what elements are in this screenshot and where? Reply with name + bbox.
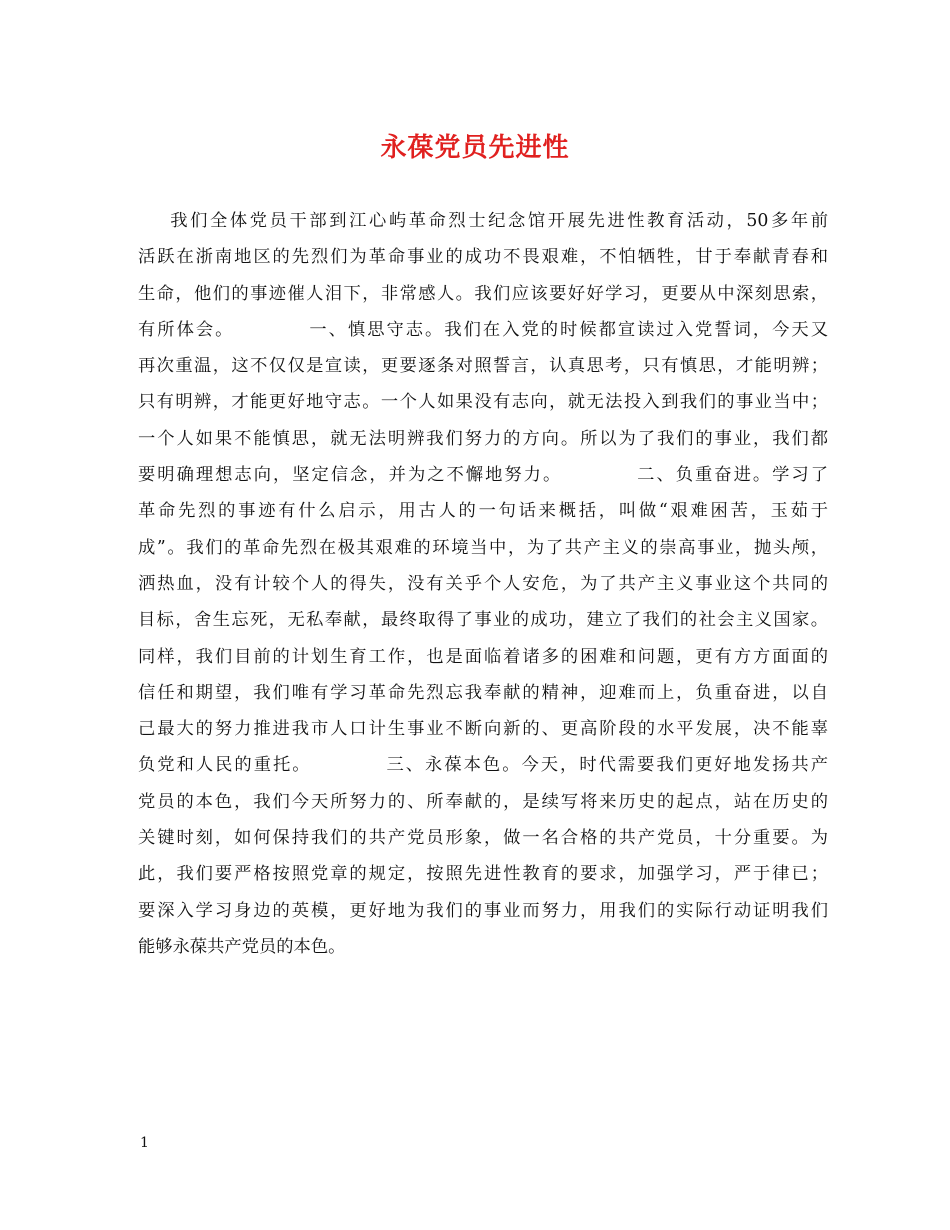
- body-line: 只有明辨，才能更好地守志。一个人如果没有志向，就无法投入到我们的事业当中；: [138, 392, 828, 413]
- body-line: 己最大的努力推进我市人口计生事业不断向新的、更高阶段的水平发展，决不能辜: [138, 719, 828, 740]
- body-line: 关键时刻，如何保持我们的共产党员形象，做一名合格的共产党员，十分重要。为: [138, 828, 828, 849]
- body-line: 目标，舍生忘死，无私奉献，最终取得了事业的成功，建立了我们的社会主义国家。: [138, 610, 828, 631]
- body-line: 再次重温，这不仅仅是宣读，更要逐条对照誓言，认真思考，只有慎思，才能明辨；: [138, 356, 828, 377]
- body-line: 革命先烈的事迹有什么启示，用古人的一句话来概括，叫做“艰难困苦，玉茹于: [138, 501, 828, 522]
- body-line: 一个人如果不能慎思，就无法明辨我们努力的方向。所以为了我们的事业，我们都: [138, 428, 828, 449]
- body-line: 党员的本色，我们今天所努力的、所奉献的，是续写将来历史的起点，站在历史的: [138, 791, 828, 812]
- body-line: 负党和人民的重托。 三、永葆本色。今天，时代需要我们更好地发扬共产: [138, 755, 828, 776]
- body-line: 信任和期望，我们唯有学习革命先烈忘我奉献的精神，迎难而上，负重奋进，以自: [138, 682, 828, 703]
- body-line: 要明确理想志向，坚定信念，并为之不懈地努力。 二、负重奋进。学习了: [138, 465, 828, 486]
- body-line: 洒热血，没有计较个人的得失，没有关乎个人安危，为了共产主义事业这个共同的: [138, 573, 828, 594]
- page-number: 1: [140, 1135, 149, 1151]
- body-line: 能够永葆共产党员的本色。: [138, 936, 346, 957]
- body-line: 要深入学习身边的英模，更好地为我们的事业而努力，用我们的实际行动证明我们: [138, 900, 828, 921]
- body-line: 同样，我们目前的计划生育工作，也是面临着诸多的困难和问题，更有方方面面的: [138, 646, 828, 667]
- body-line: 成”。我们的革命先烈在极其艰难的环境当中，为了共产主义的崇高事业，抛头颅，: [138, 537, 828, 558]
- body-line: 生命，他们的事迹催人泪下，非常感人。我们应该要好好学习，更要从中深刻思索，: [138, 283, 828, 304]
- body-line: 活跃在浙南地区的先烈们为革命事业的成功不畏艰难，不怕牺牲，甘于奉献青春和: [138, 247, 828, 268]
- body-line: 我们全体党员干部到江心屿革命烈士纪念馆开展先进性教育活动，50多年前: [138, 211, 828, 231]
- document-title: 永葆党员先进性: [380, 133, 570, 163]
- body-line: 有所体会。 一、慎思守志。我们在入党的时候都宣读过入党誓词，今天又: [138, 319, 828, 340]
- body-line: 此，我们要严格按照党章的规定，按照先进性教育的要求，加强学习，严于律已；: [138, 864, 828, 885]
- document-body: [138, 203, 828, 965]
